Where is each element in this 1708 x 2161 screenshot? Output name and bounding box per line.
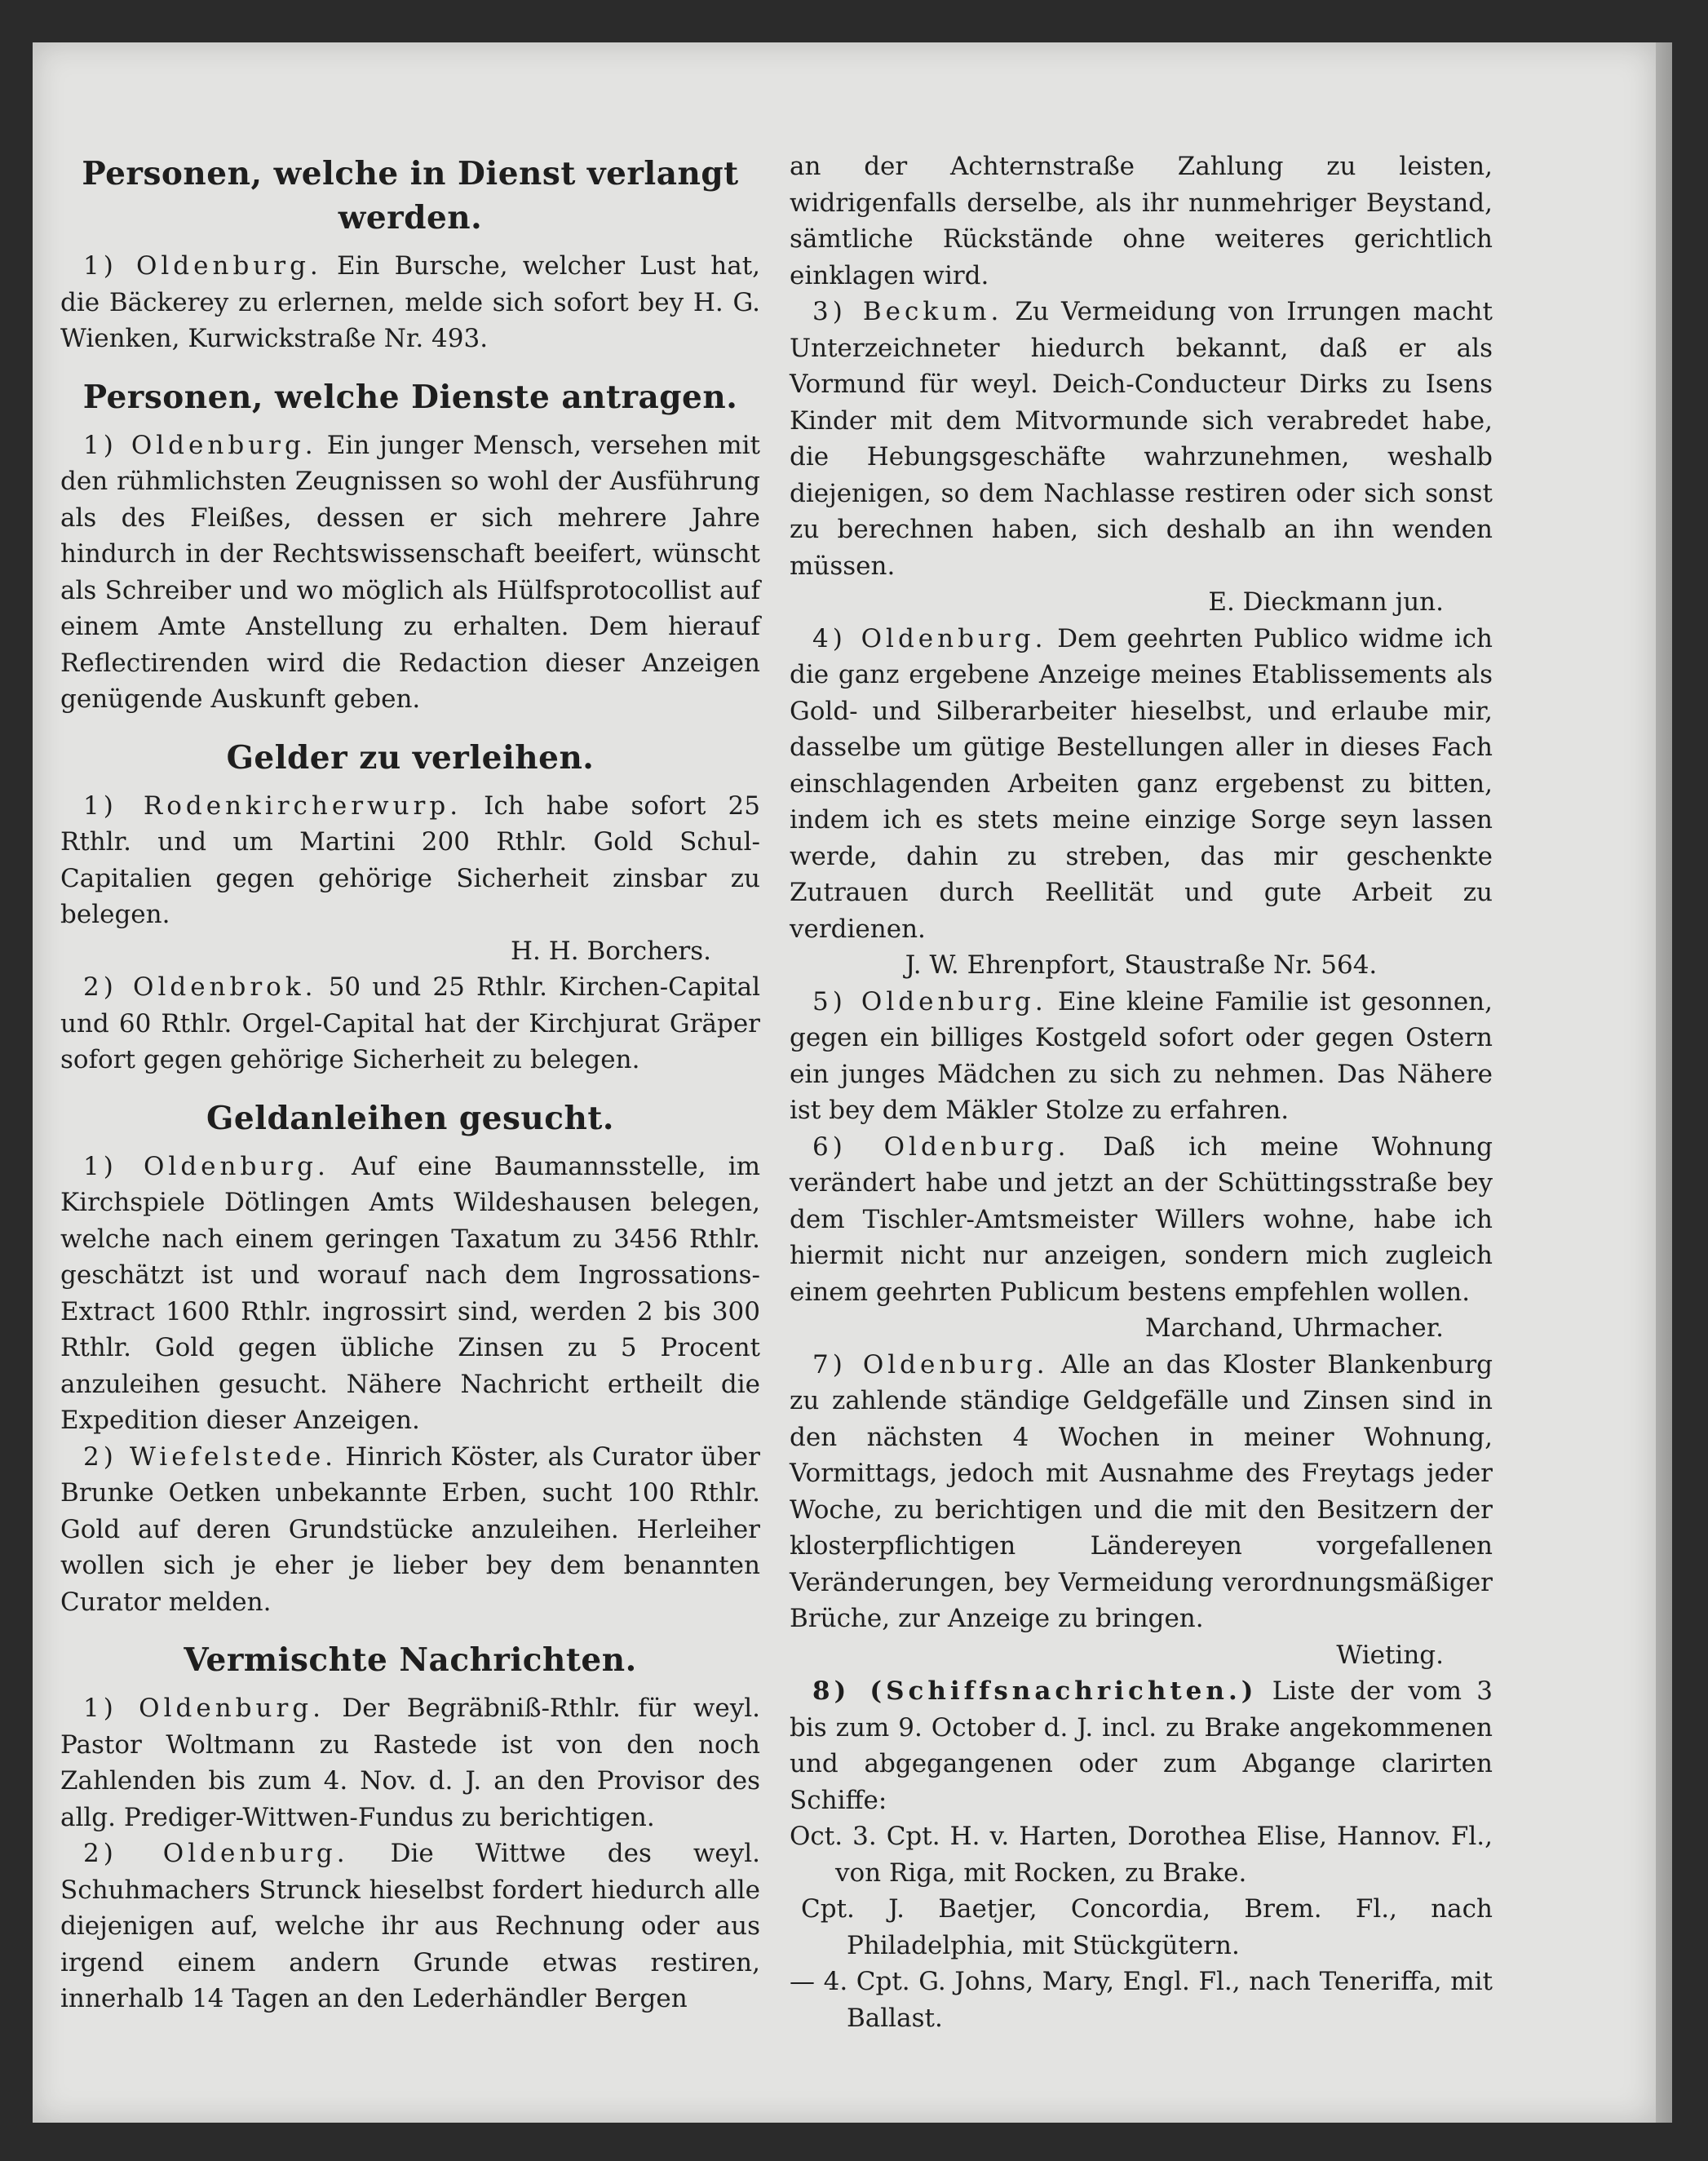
notice-text: Hinrich Köster, als Curator über Brunke Oetken unbekannte Erben, sucht 100 Rthlr. Gold auf deren Grundstücke anzuleihen. Herleiher wollen sich je eher je lieber bey dem benannten Curator melden. <box>60 1441 760 1617</box>
notice-text: Auf eine Baumannsstelle, im Kirchspiele Dötlingen Amts Wildeshausen belegen, welche nach einem geringen Taxatum zu 3456 Rthlr. geschätzt ist und worauf nach dem Ingrossations-Extract 1600 Rthlr. ingrossirt sind, werden 2 bis 300 Rthlr. Gold gegen übliche Zinsen zu 5 Procent anzuleihen gesucht. Nähere Nachricht ertheilt die Expedition dieser Anzeigen. <box>60 1151 760 1435</box>
notice-paragraph <box>60 969 760 1078</box>
notice-paragraph <box>60 1439 760 1621</box>
notice-paragraph <box>790 621 1493 948</box>
left-column <box>60 148 760 2017</box>
notice-text: Zu Vermeidung von Irrungen macht Unterzeichneter hiedurch bekannt, daß er als Vormund für weyl. Deich-Conducteur Dirks zu Isens Kinder mit dem Mitvormunde sich verabredet habe, die Hebungsgeschäfte wahrzunehmen, weshalb diejenigen, so dem Nachlasse restiren oder sich sonst zu berechnen haben, sich deshalb an ihn wenden müssen. <box>790 297 1493 581</box>
notice-paragraph <box>790 1129 1493 1311</box>
notice-text: Alle an das Kloster Blankenburg zu zahlende ständige Geldgefälle und Zinsen sind in den nächsten 4 Wochen in meiner Wohnung, Vormittags, jedoch mit Ausnahme des Freytags jeder Woche, zu berichtigen und die mit den Besitzern der klosterpflichtigen Ländereyen vorgefallenen Veränderungen, bey Vermeidung verordnungsmäßiger Brüche, zur Anzeige zu bringen. <box>790 1349 1493 1633</box>
notice-place: 1) Oldenburg. <box>83 1151 330 1181</box>
ship-entry: Cpt. J. Baetjer, Concordia, Brem. Fl., nach Philadelphia, mit Stückgütern. <box>801 1894 1493 1960</box>
notice-signature: Marchand, Uhrmacher. <box>1144 1313 1444 1343</box>
notice-paragraph <box>60 1836 760 2017</box>
notice-text: Ein Bursche, welcher Lust hat, die Bäckerey zu erlernen, melde sich sofort bey H. G. Wienken, Kurwickstraße Nr. 493. <box>60 251 761 353</box>
right-column <box>790 148 1493 2036</box>
notice-paragraph <box>60 248 760 357</box>
notice-signature: H. H. Borchers. <box>510 936 711 966</box>
notice-text: Der Begräbniß-Rthlr. für weyl. Pastor Woltmann zu Rastede ist von den noch Zahlenden bis zum 4. Nov. d. J. an den Provisor des allg. Prediger-Wittwen-Fundus zu berichtigen. <box>60 1694 761 1832</box>
notice-place: 6) Oldenburg. <box>812 1131 1070 1162</box>
notice-text: Die Wittwe des weyl. Schuhmachers Strunck hieselbst fordert hiedurch alle diejenigen auf, welche ihr aus Rechnung oder aus irgend einem andern Grunde etwas restiren, innerhalb 14 Tagen an den Lederhändler Bergen <box>60 1839 761 2013</box>
notice-place: 2) Oldenburg. <box>83 1839 349 1868</box>
notice-place: 1) Rodenkircherwurp. <box>83 790 462 821</box>
notice-place: 4) Oldenburg. <box>812 623 1047 653</box>
notice-text: 50 und 25 Rthlr. Kirchen-Capital und 60 Rthlr. Orgel-Capital hat der Kirchjurat Gräper sofort gegen gehörige Sicherheit zu belegen. <box>60 972 760 1074</box>
section-heading-dienst-verlangt: Personen, welche in Dienst verlangt werden. <box>82 155 739 237</box>
notice-place: 1) Oldenburg. <box>83 430 317 460</box>
notice-paragraph <box>790 984 1493 1129</box>
notice-paragraph <box>60 1690 760 1836</box>
notice-signature: J. W. Ehrenpfort, Staustraße Nr. 564. <box>905 950 1378 980</box>
notice-place: 1) Oldenburg. <box>83 251 322 281</box>
notice-place: 3) Beckum. <box>812 297 1003 326</box>
notice-paragraph <box>60 427 760 718</box>
notice-place: 1) Oldenburg. <box>83 1694 325 1723</box>
notice-text: Daß ich meine Wohnung verändert habe und jetzt an der Schüttingsstraße bey dem Tischler-Amtsmeister Willers wohne, habe ich hiermit nicht nur anzeigen, sondern mich zugleich einem geehrten Publicum bestens empfehlen wollen. <box>790 1131 1493 1307</box>
notice-place: 7) Oldenburg. <box>812 1349 1049 1379</box>
section-heading-gelder-verleihen: Gelder zu verleihen. <box>226 738 595 777</box>
notice-paragraph <box>790 1347 1493 1637</box>
notice-paragraph <box>60 1149 760 1439</box>
notice-paragraph <box>60 788 760 933</box>
section-heading-geldanleihen: Geldanleihen gesucht. <box>206 1099 614 1137</box>
notice-place: 5) Oldenburg. <box>812 986 1047 1016</box>
notice-place: 2) Wiefelstede. <box>83 1441 338 1472</box>
notice-text: Ein junger Mensch, versehen mit den rühmlichsten Zeugnissen so wohl der Ausführung als des Fleißes, dessen er sich mehrere Jahre hindurch in der Rechtswissenschaft beeifert, wünscht als Schreiber und wo möglich als Hülfsprotocollist auf einem Amte Anstellung zu erhalten. Dem hierauf Reflectirenden wird die Redaction dieser Anzeigen genügende Auskunft geben. <box>60 430 760 714</box>
notice-signature: Wieting. <box>1336 1640 1444 1670</box>
section-heading-dienste-antragen: Personen, welche Dienste antragen. <box>82 378 738 416</box>
continuation-paragraph: an der Achternstraße Zahlung zu leisten, widrigenfalls derselbe, als ihr nunmehriger Beystand, sämtliche Rückstände ohne weiteres gerichtlich einklagen wird. <box>790 152 1493 290</box>
notice-text: Dem geehrten Publico widme ich die ganz ergebene Anzeige meines Etablissements als Gold- und Silberarbeiter hieselbst, und erlaube mir, dasselbe um gütige Bestellungen aller in dieses Fach einschlagenden Arbeiten ganz ergebenst zu bitten, indem ich es stets meine einzige Sorge seyn lassen werde, dahin zu streben, das mir geschenkte Zutrauen durch Reellität und gute Arbeit zu verdienen. <box>790 623 1493 944</box>
notice-text: Liste der vom 3 bis zum 9. October d. J. incl. zu Brake angekommenen und abgegangenen oder zum Abgange clarirten Schiffe: <box>790 1676 1493 1815</box>
notice-place: 8) (Schiffsnachrichten.) <box>812 1676 1258 1706</box>
section-heading-vermischte-nachrichten: Vermischte Nachrichten. <box>184 1641 637 1679</box>
notice-text: Ich habe sofort 25 Rthlr. und um Martini 200 Rthlr. Gold Schul-Capitalien gegen gehörige Sicherheit zinsbar zu belegen. <box>60 790 760 929</box>
notice-paragraph <box>790 294 1493 584</box>
notice-signature: E. Dieckmann jun. <box>1208 587 1444 617</box>
notice-text: Eine kleine Familie ist gesonnen, gegen ein billiges Kostgeld sofort oder gegen Ostern ein junges Mädchen zu sich zu nehmen. Das Nähere ist bey dem Mäkler Stolze zu erfahren. <box>790 986 1493 1125</box>
ship-entry: Oct. 3. Cpt. H. v. Harten, Dorothea Elise, Hannov. Fl., von Riga, mit Rocken, zu Brake. <box>790 1822 1493 1888</box>
notice-place: 2) Oldenbrok. <box>83 972 317 1002</box>
notice-paragraph <box>790 1673 1493 1818</box>
newspaper-page <box>33 42 1656 2123</box>
ship-entry: — 4. Cpt. G. Johns, Mary, Engl. Fl., nach Teneriffa, mit Ballast. <box>790 1967 1493 2033</box>
